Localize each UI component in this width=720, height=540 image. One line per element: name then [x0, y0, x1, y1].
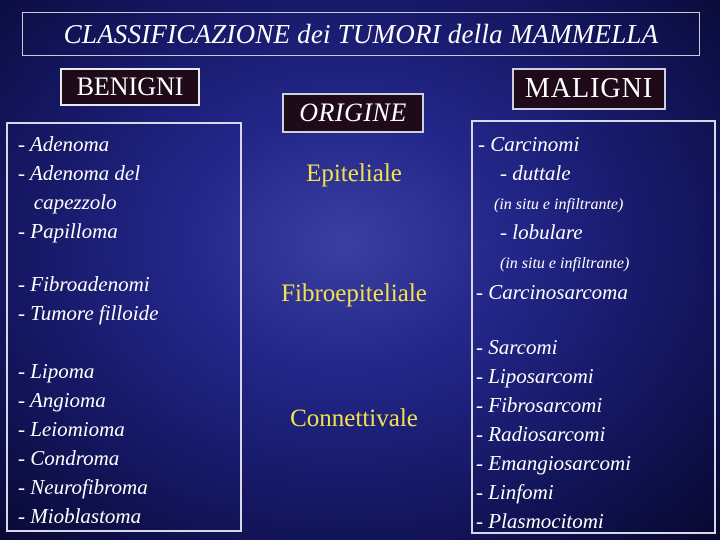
list-item: - Radiosarcomi — [476, 422, 606, 446]
benigni-header: BENIGNI — [60, 68, 200, 106]
list-note: (in situ e infiltrante) — [494, 196, 624, 213]
malignant-list-epiteliale — [478, 130, 629, 278]
benign-list-connettivale — [18, 357, 148, 531]
origin-epiteliale: Epiteliale — [306, 160, 402, 187]
list-note: (in situ e infiltrante) — [500, 255, 630, 272]
list-item: - Fibroadenomi — [18, 272, 150, 296]
list-item: - Adenoma del — [18, 161, 141, 185]
list-item: - Condroma — [18, 446, 120, 470]
origin-connettivale: Connettivale — [290, 405, 418, 432]
slide-title: CLASSIFICAZIONE dei TUMORI della MAMMELLA — [22, 12, 700, 56]
maligni-header: MALIGNI — [512, 68, 666, 110]
origine-header: ORIGINE — [282, 93, 424, 133]
malignant-list-connettivale — [476, 333, 631, 536]
list-item: - Angioma — [18, 388, 106, 412]
list-item: - Lipoma — [18, 359, 95, 383]
list-item: - Papilloma — [18, 219, 118, 243]
list-item: - Carcinomi — [478, 132, 580, 156]
list-item: - lobulare — [500, 220, 583, 244]
benign-list-epiteliale — [18, 130, 140, 246]
benign-list-fibroepiteliale — [18, 270, 158, 328]
list-item: - Liposarcomi — [476, 364, 594, 388]
list-item: - Sarcomi — [476, 335, 558, 359]
list-item: capezzolo — [18, 190, 117, 214]
malignant-list-fibroepiteliale — [476, 278, 628, 307]
list-item: - Neurofibroma — [18, 475, 148, 499]
list-item: - Carcinosarcoma — [476, 280, 628, 304]
list-item: - Emangiosarcomi — [476, 451, 631, 475]
list-item: - Mioblastoma — [18, 504, 142, 528]
list-item: - Linfomi — [476, 480, 554, 504]
list-item: - Tumore filloide — [18, 301, 159, 325]
list-item: - Fibrosarcomi — [476, 393, 603, 417]
list-item: - Plasmocitomi — [476, 509, 604, 533]
list-item: - duttale — [500, 161, 571, 185]
list-item: - Leiomioma — [18, 417, 125, 441]
list-item: - Adenoma — [18, 132, 110, 156]
origin-fibroepiteliale: Fibroepiteliale — [281, 280, 427, 307]
